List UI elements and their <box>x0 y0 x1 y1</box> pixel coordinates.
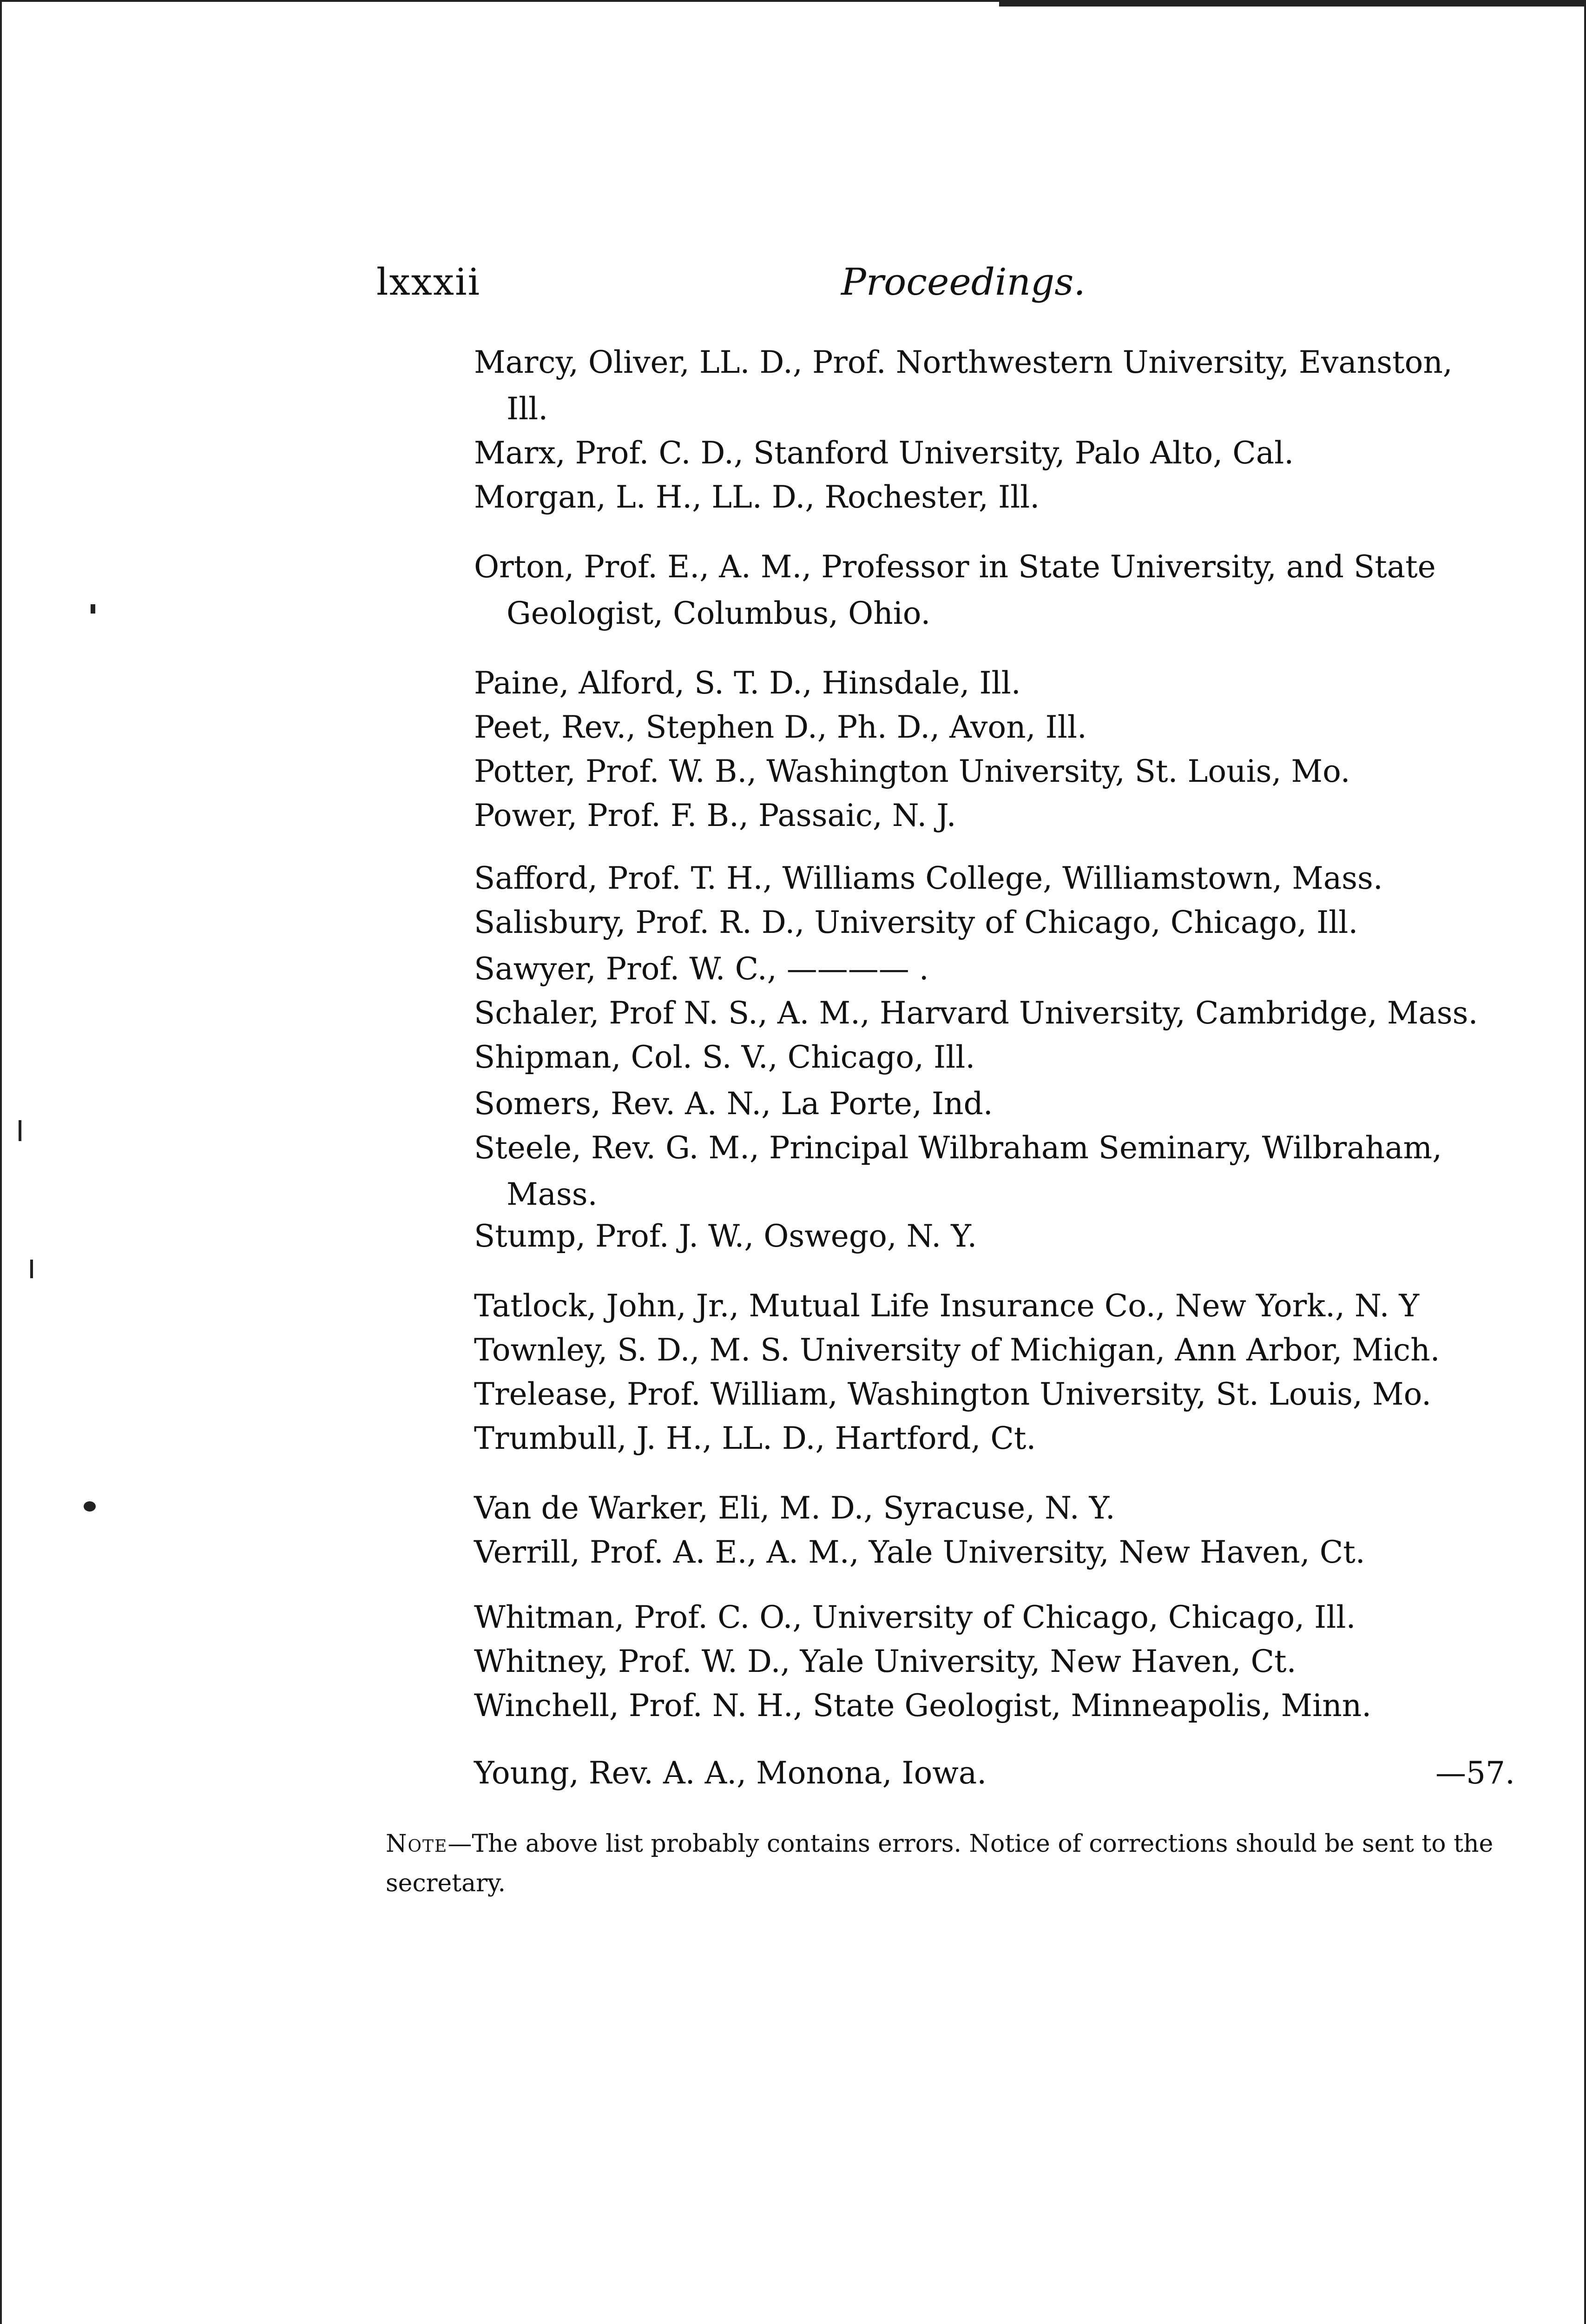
list-item <box>474 474 1515 521</box>
entry-line: Somers, Rev. A. N., La Porte, Ind. <box>474 1086 993 1122</box>
list-item <box>474 704 1515 751</box>
list-item <box>474 1750 1515 1796</box>
entry-line: Shipman, Col. S. V., Chicago, Ill. <box>474 1039 975 1075</box>
entry-line: Townley, S. D., M. S. University of Michigan, Ann Arbor, Mich. <box>474 1332 1440 1368</box>
entry-continuation: Geologist, Columbus, Ohio. <box>507 595 931 631</box>
list-item <box>474 660 1515 706</box>
entry-line: Orton, Prof. E., A. M., Professor in State University, and State <box>474 549 1436 585</box>
list-item <box>474 1529 1515 1576</box>
entry-line: Marcy, Oliver, LL. D., Prof. Northwestern University, Evanston, <box>474 344 1453 380</box>
entry-line: Marx, Prof. C. D., Stanford University, Palo Alto, Cal. <box>474 435 1294 471</box>
entry-line: Winchell, Prof. N. H., State Geologist, Minneapolis, Minn. <box>474 1688 1372 1723</box>
list-item <box>474 748 1515 795</box>
list-item <box>474 544 1515 637</box>
list-item <box>474 1638 1515 1685</box>
list-item <box>474 1125 1515 1218</box>
list-item <box>474 1081 1515 1127</box>
scan-top-edge <box>999 0 1586 7</box>
list-item <box>474 1213 1515 1260</box>
member-count: —57. <box>1435 1755 1515 1791</box>
list-item <box>474 1327 1515 1373</box>
list-item <box>474 990 1515 1037</box>
list-item <box>474 1683 1515 1729</box>
entry-line: Steele, Rev. G. M., Principal Wilbraham Seminary, Wilbraham, <box>474 1130 1442 1166</box>
page-number: lxxxii <box>376 260 481 304</box>
entry-line: Stump, Prof. J. W., Oswego, N. Y. <box>474 1218 977 1254</box>
entry-continuation: Ill. <box>507 391 548 427</box>
scan-speck <box>30 1260 33 1278</box>
entry-line: Trelease, Prof. William, Washington University, St. Louis, Mo. <box>474 1376 1432 1412</box>
entry-line: Paine, Alford, S. T. D., Hinsdale, Ill. <box>474 665 1021 701</box>
running-title: Proceedings. <box>841 260 1086 304</box>
entry-line: Potter, Prof. W. B., Washington University, St. Louis, Mo. <box>474 753 1350 789</box>
list-item <box>474 339 1515 432</box>
entry-line: Peet, Rev., Stephen D., Ph. D., Avon, Ill. <box>474 709 1087 745</box>
scan-speck <box>84 1501 96 1512</box>
note-text: —The above list probably contains errors. Notice of corrections should be sent to the secretary. <box>386 1830 1494 1897</box>
list-item <box>474 792 1515 839</box>
entry-line: Van de Warker, Eli, M. D., Syracuse, N. Y. <box>474 1490 1115 1526</box>
list-item <box>474 1485 1515 1532</box>
entry-line: Sawyer, Prof. W. C., ———— . <box>474 951 929 987</box>
entry-line: Whitney, Prof. W. D., Yale University, New Haven, Ct. <box>474 1644 1296 1679</box>
entry-line: Whitman, Prof. C. O., University of Chicago, Chicago, Ill. <box>474 1599 1356 1635</box>
page-header <box>376 260 1086 304</box>
entry-line: Tatlock, John, Jr., Mutual Life Insurance Co., New York., N. Y <box>474 1288 1420 1324</box>
entry-line: Morgan, L. H., LL. D., Rochester, Ill. <box>474 479 1040 515</box>
footnote <box>386 1824 1524 1903</box>
scan-speck <box>19 1120 21 1141</box>
list-item <box>474 855 1515 902</box>
entry-line: Power, Prof. F. B., Passaic, N. J. <box>474 798 956 833</box>
list-item <box>474 1371 1515 1418</box>
list-item <box>474 1283 1515 1329</box>
entry-line: Trumbull, J. H., LL. D., Hartford, Ct. <box>474 1420 1036 1456</box>
entry-line: Schaler, Prof N. S., A. M., Harvard University, Cambridge, Mass. <box>474 995 1478 1031</box>
note-label: Note <box>386 1830 448 1858</box>
entry-continuation: Mass. <box>507 1176 598 1212</box>
scan-speck <box>91 604 95 614</box>
list-item <box>474 1034 1515 1081</box>
list-item <box>474 1415 1515 1462</box>
list-item <box>474 946 1515 992</box>
list-item <box>474 899 1515 946</box>
entry-line: Verrill, Prof. A. E., A. M., Yale University, New Haven, Ct. <box>474 1534 1365 1570</box>
entry-line: Safford, Prof. T. H., Williams College, Williamstown, Mass. <box>474 860 1383 896</box>
entry-line: Young, Rev. A. A., Monona, Iowa. <box>474 1755 987 1791</box>
list-item <box>474 430 1515 476</box>
entry-line: Salisbury, Prof. R. D., University of Chicago, Chicago, Ill. <box>474 905 1358 940</box>
list-item <box>474 1594 1515 1641</box>
